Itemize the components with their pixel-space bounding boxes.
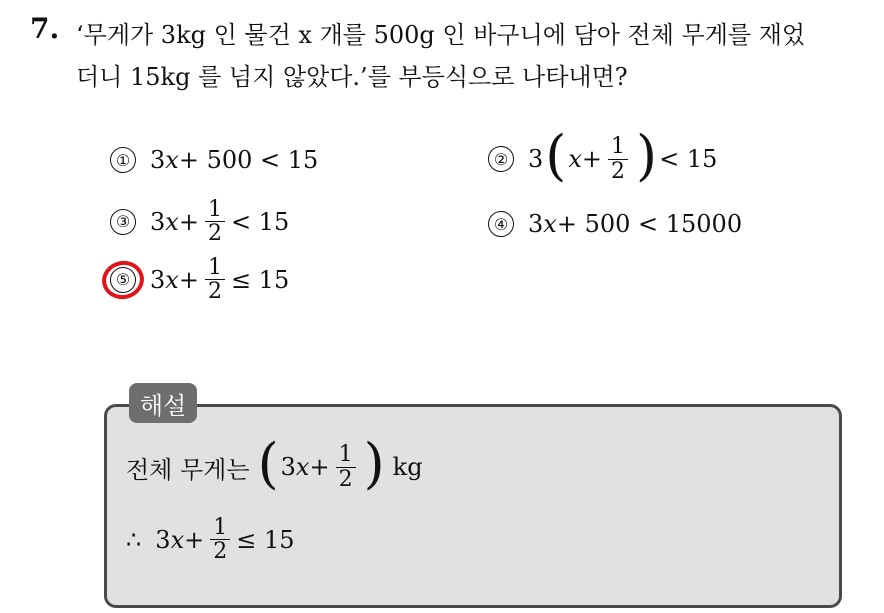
choice-3[interactable]: ③ 3 x + $\frac{1}{2}$ < 15 (110, 198, 289, 245)
solution-line-2: ∴ 3 x + $\frac{1}{2}$ ≤ 15 (126, 515, 295, 565)
question-line-2: 더니 15kg 를 넘지 않았다.’를 부등식으로 나타내면? (76, 63, 628, 91)
question-line-1: ‘무게가 3kg 인 물건 x 개를 500g 인 바구니에 담아 전체 무게를 재었 (76, 21, 806, 49)
question-number: 7. (30, 12, 60, 45)
solution-box (104, 404, 842, 608)
solution-line-1: 전체 무게는 ( 3 x + $\frac{1}{2}$ ) kg (126, 432, 423, 495)
fraction: $\frac{1}{2}$ (205, 256, 225, 303)
choice-number: ② (488, 146, 514, 172)
choice-5[interactable]: ⑤ 3 x + $\frac{1}{2}$ ≤ 15 (110, 256, 289, 303)
choice-4[interactable]: ④ 3 x + 500 < 15000 (488, 210, 742, 238)
choice-number: ⑤ (110, 267, 136, 293)
left-paren: ( (545, 124, 567, 187)
right-paren: ) (363, 432, 385, 495)
fraction: $\frac{1}{2}$ (608, 135, 628, 182)
question-text (76, 14, 876, 98)
right-paren: ) (636, 124, 658, 187)
choice-2[interactable]: ② 3 ( x + $\frac{1}{2}$ ) < 15 (488, 132, 717, 186)
choice-number: ④ (488, 211, 514, 237)
left-paren: ( (257, 432, 279, 495)
fraction: $\frac{1}{2}$ (210, 516, 230, 563)
fraction: $\frac{1}{2}$ (205, 198, 225, 245)
choice-number: ① (110, 147, 136, 173)
choice-1[interactable]: ① 3 x + 500 < 15 (110, 146, 318, 174)
choice-number: ③ (110, 209, 136, 235)
fraction: $\frac{1}{2}$ (336, 443, 356, 490)
solution-tag: 해설 (129, 383, 197, 423)
